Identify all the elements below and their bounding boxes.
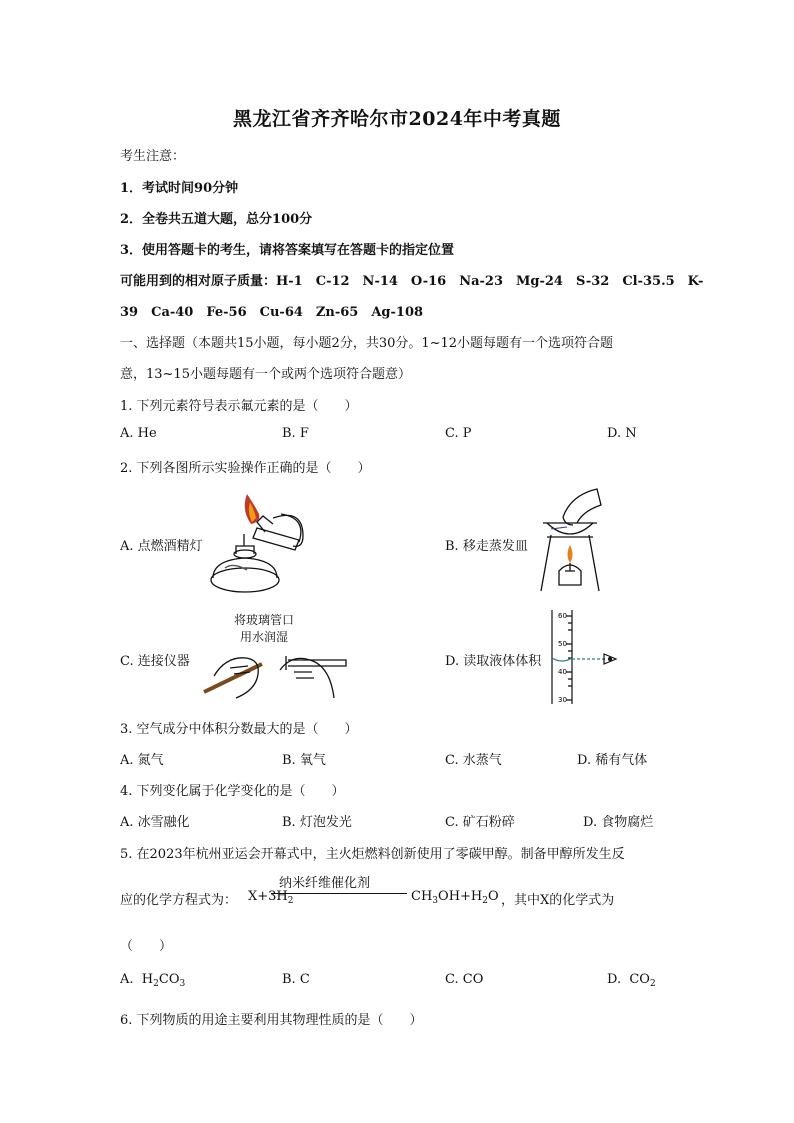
q1-option-a: A. He <box>120 426 157 441</box>
fig-c-caption-line2: 用水润湿 <box>240 630 289 644</box>
atomic-masses-line1: 可能用到的相对原子质量：H-1 C-12 N-14 O-16 Na-23 Mg-24 S-32 Cl-35.5 K- <box>120 274 704 289</box>
q5-equation-suffix: ，其中X的化学式为 <box>501 893 615 908</box>
q1-option-b: B. F <box>282 426 309 441</box>
section-heading-line2: 意，13~15小题每题有一个或两个选项符合题意） <box>120 367 411 382</box>
q3-option-a: A. 氮气 <box>120 753 164 768</box>
evaporating-dish-figure <box>537 487 603 595</box>
q3-option-c: C. 水蒸气 <box>445 753 502 768</box>
tick-label-60: 60 <box>558 612 567 620</box>
notice-item-1: 1．考试时间90分钟 <box>120 181 239 196</box>
alcohol-lamp-lighting-figure <box>203 488 315 598</box>
q2-option-a: A. 点燃酒精灯 <box>120 539 203 554</box>
q5-answer-blank: （ ） <box>120 939 173 954</box>
q4-option-d: D. 食物腐烂 <box>583 815 654 830</box>
question-2-stem: 2. 下列各图所示实验操作正确的是（ ） <box>120 461 371 476</box>
q4-option-b: B. 灯泡发光 <box>282 815 352 830</box>
graduated-cylinder-figure <box>548 608 620 706</box>
question-1-stem: 1. 下列元素符号表示氟元素的是（ ） <box>120 399 358 414</box>
q3-option-b: B. 氧气 <box>282 753 326 768</box>
q1-option-c: C. P <box>445 426 472 441</box>
fig-c-caption-line1: 将玻璃管口 <box>234 613 295 627</box>
q2-option-d: D. 读取液体体积 <box>445 654 542 669</box>
section-heading-line1: 一、选择题（本题共15小题，每小题2分，共30分。1~12小题每题有一个选项符合题 <box>120 336 614 351</box>
q5-equation-prefix: 应的化学方程式为： <box>120 893 238 908</box>
notice-item-2: 2．全卷共五道大题，总分100分 <box>120 212 313 227</box>
q5-option-a: A. $H_2CO_3$ <box>120 972 186 989</box>
equation-arrow-line <box>271 893 407 894</box>
q1-option-d: D. N <box>607 426 637 441</box>
q3-option-d: D. 稀有气体 <box>577 753 648 768</box>
atomic-masses-line2: 39 Ca-40 Fe-56 Cu-64 Zn-65 Ag-108 <box>120 305 424 320</box>
q5-option-c: C. CO <box>445 972 484 987</box>
equation-condition: 纳米纤维催化剂 <box>279 876 371 891</box>
q5-option-d: D. $CO_2$ <box>607 972 656 989</box>
tick-label-50: 50 <box>558 640 567 648</box>
q5-option-b: B. C <box>282 972 310 987</box>
q4-option-c: C. 矿石粉碎 <box>445 815 515 830</box>
q2-option-b: B. 移走蒸发皿 <box>445 539 528 554</box>
q2-option-c: C. 连接仪器 <box>120 654 190 669</box>
question-5-stem: 5. 在2023年杭州亚运会开幕式中，主火炬燃料创新使用了零碳甲醇。制备甲醇所发生反 <box>120 847 625 862</box>
equation-right: $CH_3OH+H_2O$ <box>411 889 499 906</box>
question-4-stem: 4. 下列变化属于化学变化的是（ ） <box>120 784 345 799</box>
connecting-glass-tube-figure <box>200 646 350 702</box>
q4-option-a: A. 冰雪融化 <box>120 815 190 830</box>
tick-label-40: 40 <box>558 668 567 676</box>
tick-label-30: 30 <box>558 696 567 704</box>
notice-item-3: 3．使用答题卡的考生，请将答案填写在答题卡的指定位置 <box>120 243 455 258</box>
page-title: 黑龙江省齐齐哈尔市2024年中考真题 <box>233 108 561 130</box>
question-6-stem: 6. 下列物质的用途主要利用其物理性质的是（ ） <box>120 1013 423 1028</box>
equation-left: $X+3H_2$ <box>248 889 294 906</box>
question-3-stem: 3. 空气成分中体积分数最大的是（ ） <box>120 722 358 737</box>
notice-heading: 考生注意： <box>120 149 186 164</box>
